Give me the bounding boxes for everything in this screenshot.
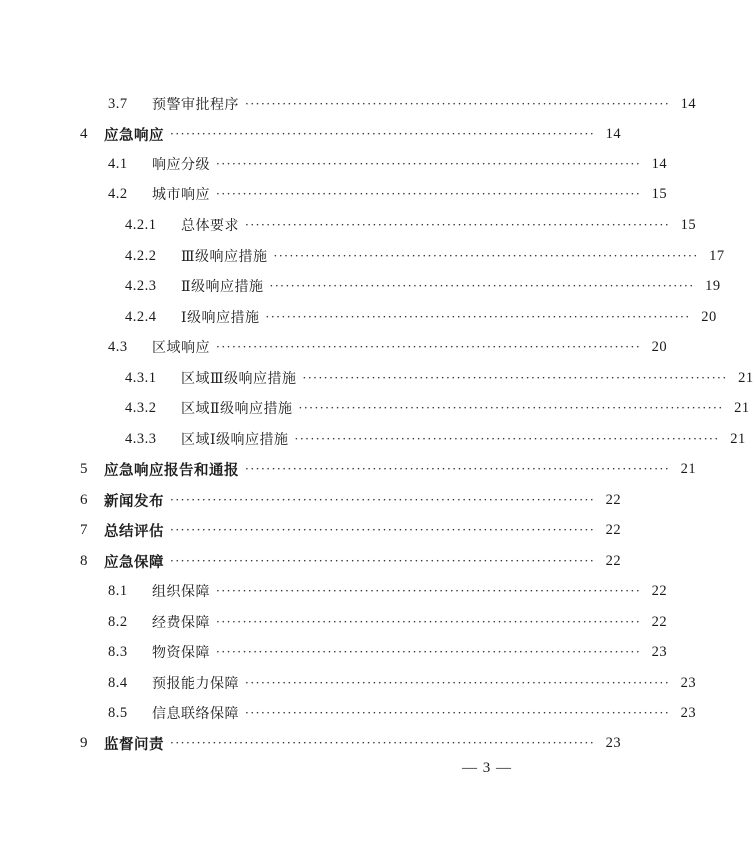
toc-entry-page: 23	[651, 643, 668, 660]
dot-leader: ················································································	[245, 218, 671, 232]
toc-entry[interactable]	[80, 122, 622, 146]
toc-entry[interactable]	[125, 305, 717, 329]
toc-entry-title: 区域Ⅲ级响应措施	[181, 371, 297, 387]
dot-leader: ················································································	[216, 615, 642, 629]
toc-entry-number: 4.2	[108, 185, 128, 202]
toc-entry-title: 应急响应报告和通报	[104, 462, 239, 479]
toc-entry[interactable]	[108, 701, 697, 725]
toc-entry[interactable]	[108, 610, 668, 634]
toc-entry[interactable]	[108, 92, 697, 116]
toc-entry-title: 应急保障	[104, 554, 164, 571]
toc-entry-page: 23	[680, 674, 697, 691]
toc-entry-page: 22	[651, 613, 668, 630]
toc-entry[interactable]	[80, 518, 622, 542]
toc-entry-page: 22	[651, 582, 668, 599]
toc-entry-title: Ⅲ级响应措施	[181, 249, 268, 265]
toc-entry-title: 物资保障	[152, 645, 210, 661]
toc-entry[interactable]	[108, 579, 668, 603]
toc-entry-number: 4.3	[108, 338, 128, 355]
toc-entry-number: 8	[80, 552, 88, 569]
dot-leader: ················································································	[216, 340, 642, 354]
toc-entry-title: 响应分级	[152, 157, 210, 173]
toc-entry-page: 21	[738, 369, 754, 386]
toc-entry-page: 21	[680, 460, 697, 477]
toc-entry-page: 23	[605, 734, 622, 751]
dot-leader: ················································································	[170, 554, 596, 568]
toc-entry-title: 区域Ⅱ级响应措施	[181, 401, 293, 417]
toc-entry-title: 预报能力保障	[152, 676, 239, 692]
toc-entry-title: 预警审批程序	[152, 97, 239, 113]
toc-entry-page: 22	[605, 491, 622, 508]
toc-entry-page: 15	[680, 216, 697, 233]
dot-leader: ················································································	[170, 736, 596, 750]
toc-entry[interactable]	[125, 213, 697, 237]
dot-leader: ················································································	[302, 371, 728, 385]
toc-entry-number: 3.7	[108, 95, 128, 112]
toc-entry[interactable]	[125, 366, 754, 390]
dot-leader: ················································································	[245, 97, 671, 111]
toc-entry-page: 22	[605, 552, 622, 569]
dot-leader: ················································································	[245, 676, 671, 690]
toc-entry-title: 应急响应	[104, 127, 164, 144]
toc-entry[interactable]	[125, 274, 721, 298]
page-number-footer: — 3 —	[462, 760, 512, 776]
dot-leader: ················································································	[298, 401, 724, 415]
toc-entry-number: 9	[80, 734, 88, 751]
toc-entry-page: 14	[651, 155, 668, 172]
dot-leader: ················································································	[170, 127, 596, 141]
toc-entry-number: 4	[80, 125, 88, 142]
toc-entry[interactable]	[125, 427, 746, 451]
toc-entry-number: 8.4	[108, 674, 128, 691]
toc-entry[interactable]	[125, 244, 725, 268]
toc-entry-number: 8.3	[108, 643, 128, 660]
dot-leader: ················································································	[216, 157, 642, 171]
dot-leader: ················································································	[294, 432, 720, 446]
toc-entry-number: 5	[80, 460, 88, 477]
toc-entry-number: 4.2.2	[125, 247, 157, 264]
toc-entry[interactable]	[108, 152, 668, 176]
dot-leader: ················································································	[273, 249, 699, 263]
toc-entry-page: 22	[605, 521, 622, 538]
dot-leader: ················································································	[170, 523, 596, 537]
dot-leader: ················································································	[265, 310, 691, 324]
toc-entry-title: 经费保障	[152, 615, 210, 631]
toc-entry[interactable]	[108, 671, 697, 695]
toc-entry-title: 总结评估	[104, 523, 164, 540]
toc-entry-number: 8.1	[108, 582, 128, 599]
dot-leader: ················································································	[269, 279, 695, 293]
dot-leader: ················································································	[216, 187, 642, 201]
toc-entry[interactable]	[80, 731, 622, 755]
toc-entry-page: 17	[709, 247, 725, 264]
toc-entry-page: 15	[651, 185, 668, 202]
toc-entry-number: 6	[80, 491, 88, 508]
toc-entry-page: 21	[734, 399, 750, 416]
dot-leader: ················································································	[170, 493, 596, 507]
toc-entry-title: 总体要求	[181, 218, 239, 234]
toc-entry-number: 7	[80, 521, 88, 538]
dot-leader: ················································································	[245, 706, 671, 720]
toc-entry-page: 14	[605, 125, 622, 142]
toc-entry-title: Ⅱ级响应措施	[181, 279, 264, 295]
toc-entry-number: 8.5	[108, 704, 128, 721]
dot-leader: ················································································	[216, 584, 642, 598]
toc-entry-number: 4.3.3	[125, 430, 157, 447]
toc-entry-number: 4.1	[108, 155, 128, 172]
toc-entry-number: 4.2.1	[125, 216, 157, 233]
dot-leader: ················································································	[245, 462, 671, 476]
toc-entry[interactable]	[80, 488, 622, 512]
toc-entry-number: 4.2.4	[125, 308, 157, 325]
toc-entry-title: 区域Ⅰ级响应措施	[181, 432, 289, 448]
toc-entry[interactable]	[80, 549, 622, 573]
toc-entry-page: 20	[701, 308, 717, 325]
toc-entry[interactable]	[108, 182, 668, 206]
toc-entry-page: 19	[705, 277, 721, 294]
toc-entry[interactable]	[108, 640, 668, 664]
toc-entry[interactable]	[125, 396, 750, 420]
toc-entry-title: 组织保障	[152, 584, 210, 600]
toc-entry-page: 14	[680, 95, 697, 112]
toc-entry-page: 23	[680, 704, 697, 721]
toc-entry-number: 4.2.3	[125, 277, 157, 294]
toc-entry-number: 4.3.1	[125, 369, 157, 386]
toc-entry-page: 21	[730, 430, 746, 447]
toc-entry-title: 信息联络保障	[152, 706, 239, 722]
toc-entry-title: 城市响应	[152, 187, 210, 203]
toc-entry-title: 监督问责	[104, 736, 164, 753]
toc-entry-title: Ⅰ级响应措施	[181, 310, 260, 326]
toc-entry[interactable]	[108, 335, 668, 359]
toc-entry[interactable]	[80, 457, 697, 481]
toc-entry-title: 区域响应	[152, 340, 210, 356]
toc-entry-number: 4.3.2	[125, 399, 157, 416]
toc-entry-number: 8.2	[108, 613, 128, 630]
toc-entry-page: 20	[651, 338, 668, 355]
dot-leader: ················································································	[216, 645, 642, 659]
toc-entry-title: 新闻发布	[104, 493, 164, 510]
